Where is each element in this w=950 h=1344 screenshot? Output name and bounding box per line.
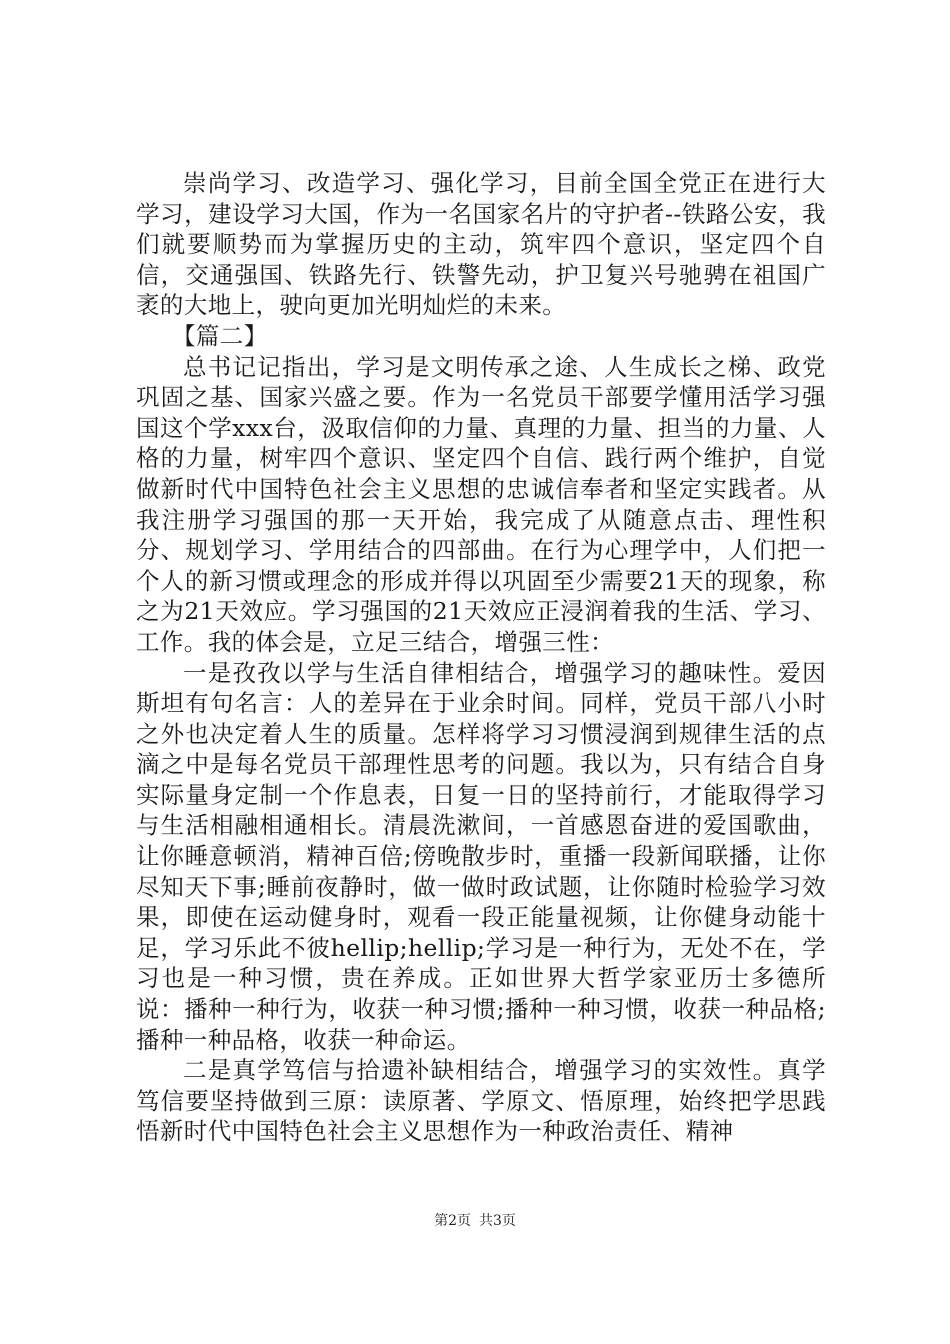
paragraph-2: 总书记记指出，学习是文明传承之途、人生成长之梯、政党巩固之基、国家兴盛之要。作为一名党员干部要学懂用活学习强国这个学xxx台，汲取信仰的力量、真理的力量、担当的力量、人格的力量，树牢四个意识、坚定四个自信、践行两个维护，自觉做新时代中国特色社会主义思想的忠诚信奉者和坚定实践者。从我注册学习强国的那一天开始，我完成了从随意点击、理性积分、规划学习、学用结合的四部曲。在行为心理学中，人们把一个人的新习惯或理念的形成并得以巩固至少需要21天的现象，称之为21天效应。学习强国的21天效应正浸润着我的生活、学习、工作。我的体会是，立足三结合，增强三性：: [136, 352, 826, 656]
page-number: 第2页: [434, 1213, 471, 1229]
paragraph-1: 崇尚学习、改造学习、强化学习，目前全国全党正在进行大学习，建设学习大国，作为一名国家名片的守护者--铁路公安，我们就要顺势而为掌握历史的主动，筑牢四个意识，坚定四个自信，交通强国、铁路先行、铁警先动，护卫复兴号驰骋在祖国广袤的大地上，驶向更加光明灿烂的未来。: [136, 169, 826, 320]
paragraph-4: 二是真学笃信与拾遗补缺相结合，增强学习的实效性。真学笃信要坚持做到三原：读原著、学原文、悟原理，始终把学思践悟新时代中国特色社会主义思想作为一种政治责任、精神: [136, 1056, 826, 1146]
paragraph-3: 一是孜孜以学与生活自律相结合，增强学习的趣味性。爱因斯坦有句名言：人的差异在于业余时间。同样，党员干部八小时之外也决定着人生的质量。怎样将学习习惯浸润到规律生活的点滴之中是每名党员干部理性思考的问题。我以为，只有结合自身实际量身定制一个作息表，日复一日的坚持前行，才能取得学习与生活相融相通相长。清晨洗漱间，一首感恩奋进的爱国歌曲，让你睡意顿消，精神百倍;傍晚散步时，重播一段新闻联播，让你尽知天下事;睡前夜静时，做一做时政试题，让你随时检验学习效果，即使在运动健身时，观看一段正能量视频，让你健身动能十足，学习乐此不彼hellip;hellip;学习是一种行为，无处不在，学习也是一种习惯，贵在养成。正如世界大哲学家亚历士多德所说：播种一种行为，收获一种习惯;播种一种习惯，收获一种品格;播种一种品格，收获一种命运。: [136, 658, 826, 1054]
page-total: 共3页: [479, 1213, 516, 1229]
section-heading: 【篇二】: [172, 321, 268, 350]
document-body: [136, 168, 826, 1147]
page-footer: [0, 1212, 950, 1230]
